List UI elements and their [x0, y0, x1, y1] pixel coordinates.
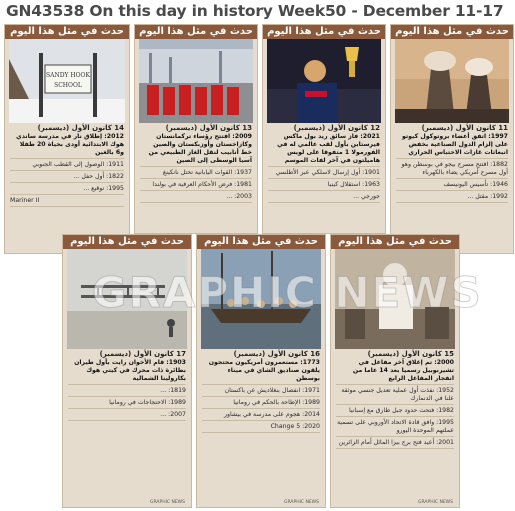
day-card-14	[4, 24, 130, 254]
card-event: جورجي ...	[268, 193, 380, 203]
card-lead-event: 2000: تم إغلاق آخر مفاعل في تشيرنوبيل رسميا بعد 14 عاما من انفجار المفاعل الرابع	[336, 359, 454, 385]
page-title: GN43538 On this day in history Week50 - December 11-17	[6, 2, 504, 20]
photo-verstappen	[267, 39, 381, 123]
card-date: 17 كانون الأول (ديسمبر)	[99, 350, 186, 358]
photo-sandy-hook-sign	[9, 39, 125, 123]
card-event: 2007: ...	[68, 411, 186, 421]
footer-logo: GRAPHIC NEWS	[417, 500, 453, 505]
card-event: 1995: توقيع ...	[10, 185, 124, 195]
card-event: 1995: وافق قادة الاتحاد الأوروبي على تسمية عملتهم الموحدة اليورو	[336, 419, 454, 437]
card-event: Mariner II	[10, 197, 124, 207]
card-header: حدث في مثل هذا اليوم	[263, 25, 385, 39]
card-event: 1937: القوات اليابانية تحتل نانكينغ	[140, 169, 252, 179]
card-header: حدث في مثل هذا اليوم	[135, 25, 257, 39]
card-event: 1981: فرض الأحكام العرفية في بولندا	[140, 181, 252, 191]
day-card-12	[262, 24, 386, 234]
card-event: 1989: الاحتجاجات في رومانيا	[68, 399, 186, 409]
card-event: 2014: هجوم على مدرسة في بيشاور	[202, 411, 320, 421]
card-header: حدث في مثل هذا اليوم	[5, 25, 129, 39]
card-body	[263, 133, 385, 203]
card-header: حدث في مثل هذا اليوم	[197, 235, 325, 249]
card-event: 1971: انفصال بنغلاديش عن باكستان	[202, 387, 320, 397]
svg-text:SCHOOL: SCHOOL	[54, 82, 82, 89]
card-header: حدث في مثل هذا اليوم	[63, 235, 191, 249]
photo-boston-tea-party	[201, 249, 321, 349]
card-event: 1952: نفذت أول عملية تعديل جنسي موثقة علنا في الدنمارك	[336, 387, 454, 405]
day-card-16	[196, 234, 326, 508]
card-lead-event: 1773: مستعمرون أمريكيون محتجون يلقون صناديق الشاي في ميناء بوسطن	[202, 359, 320, 385]
card-header: حدث في مثل هذا اليوم	[391, 25, 513, 39]
card-event: 1989: الإطاحة بالحكم في رومانيا	[202, 399, 320, 409]
card-header: حدث في مثل هذا اليوم	[331, 235, 459, 249]
card-date: 15 كانون الأول (ديسمبر)	[367, 350, 454, 358]
card-date: 12 كانون الأول (ديسمبر)	[293, 124, 380, 132]
watermark: GRAPHIC NEWS	[92, 268, 483, 317]
card-event: 1882: افتتح مسرح بيجو في بوسطن وهو أول مسرح أمريكي يضاء بالكهرباء	[396, 161, 508, 179]
card-body	[63, 359, 191, 421]
card-date: 11 كانون الأول (ديسمبر)	[421, 124, 508, 132]
card-body	[5, 133, 129, 207]
card-event: 1911: الوصول إلى القطب الجنوبي	[10, 161, 124, 171]
day-card-15	[330, 234, 460, 508]
card-date: 13 كانون الأول (ديسمبر)	[165, 124, 252, 132]
card-date: 14 كانون الأول (ديسمبر)	[37, 124, 124, 132]
card-event: 1946: تأسيس اليونيسف	[396, 181, 508, 191]
photo-pipeline-workers	[139, 39, 253, 123]
card-event: 2020: Change 5	[202, 423, 320, 433]
card-event: 1822: أول حفل ...	[10, 173, 124, 183]
day-card-11	[390, 24, 514, 254]
svg-text:SANDY HOOK: SANDY HOOK	[46, 72, 90, 79]
card-lead-event: 2009: افتتح رؤساء تركمانستان وكازاخستان وأوزبكستان والصين خط أنابيب لنقل الغاز الطبيعي من آسيا الوسطى إلى الصين	[140, 133, 252, 167]
card-lead-event: 2021: فاز سائق ريد بول ماكس فيرستابن بأول لقب عالمي له في الفورمولا 1 متفوقا على لويس هاميلتون في آخر لفات الموسم	[268, 133, 380, 167]
photo-wright-flyer	[67, 249, 187, 349]
footer-logo: GRAPHIC NEWS	[283, 500, 319, 505]
photo-power-plant	[395, 39, 509, 123]
card-event: 1901: أول إرسال لاسلكي عبر الأطلسي	[268, 169, 380, 179]
card-event: 1819: ...	[68, 387, 186, 397]
card-body	[331, 359, 459, 449]
day-card-17	[62, 234, 192, 508]
card-body	[391, 133, 513, 203]
card-event: 2003: ...	[140, 193, 252, 203]
card-lead-event: 1997: اتفق أعضاء بروتوكول كيوتو على إلزام الدول الصناعية بخفض انبعاثات غازات الاحتباس الحراري	[396, 133, 508, 159]
footer-logo: GRAPHIC NEWS	[149, 500, 185, 505]
card-lead-event: 2012: إطلاق نار في مدرسة ساندي هوك الابتدائية أودى بحياة 20 طفلا و6 بالغين	[10, 133, 124, 159]
card-body	[135, 133, 257, 203]
card-lead-event: 1903: قام الأخوان رايت بأول طيران بطائرة ذات محرك في كيتي هوك بكارولينا الشمالية	[68, 359, 186, 385]
card-date: 16 كانون الأول (ديسمبر)	[233, 350, 320, 358]
card-event: 1992: مقتل ...	[396, 193, 508, 203]
day-card-13	[134, 24, 258, 234]
card-event: 1982: فتحت حدود جبل طارق مع إسبانيا	[336, 407, 454, 417]
card-body	[197, 359, 325, 433]
card-event: 2001: أعيد فتح برج بيزا المائل أمام الزائرين	[336, 439, 454, 449]
photo-chernobyl-worker	[335, 249, 455, 349]
card-event: 1963: استقلال كينيا	[268, 181, 380, 191]
